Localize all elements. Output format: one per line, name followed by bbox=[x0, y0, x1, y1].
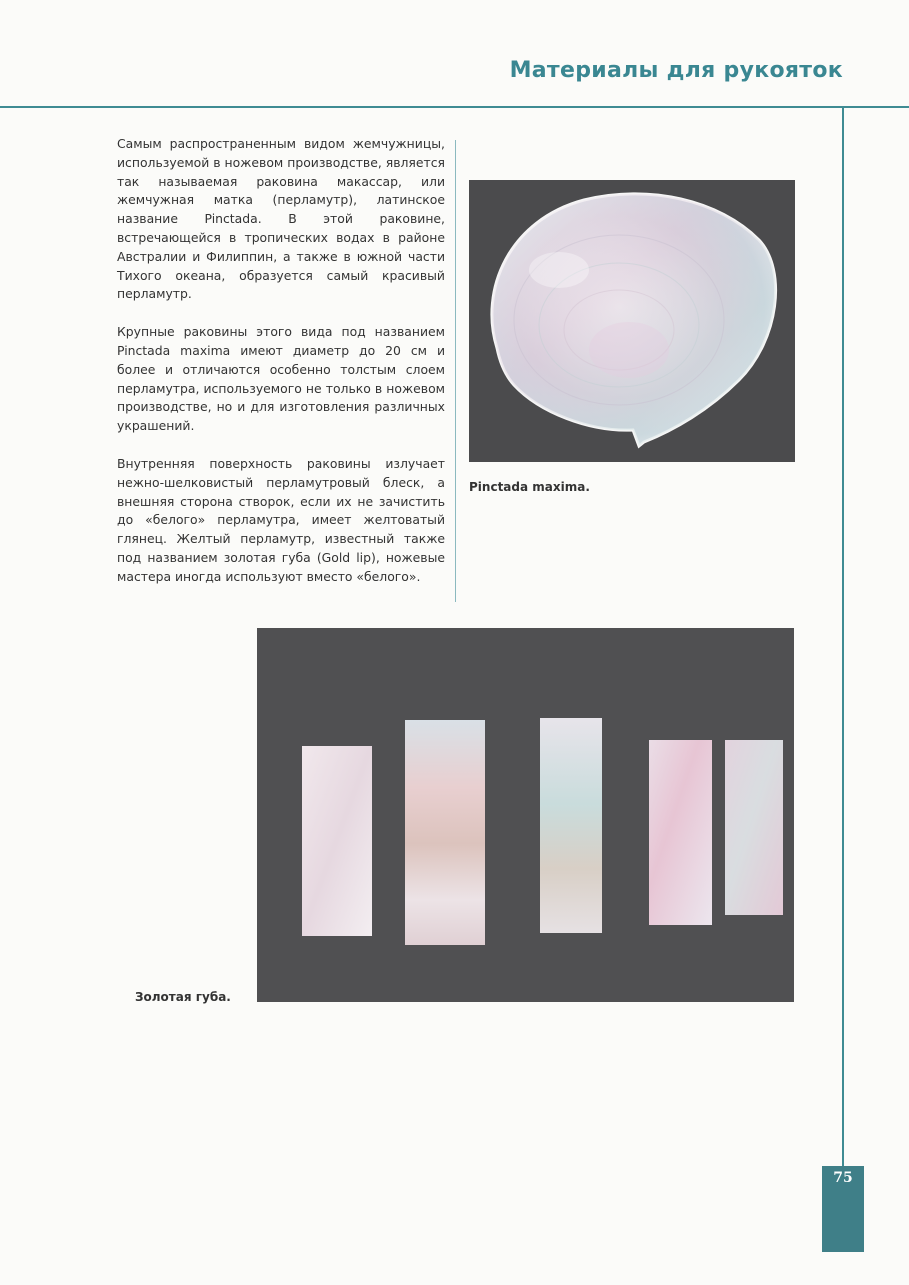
right-margin-rule bbox=[842, 108, 844, 1168]
paragraph-2: Крупные раковины этого вида под названием Pinctada maxima имеют диаметр до 20 см и более и отличаются особенно толстым слоем перламутра, используемого не только в ножевом производстве, но и для изготовления различных украшений. bbox=[117, 324, 445, 434]
article-body bbox=[117, 135, 445, 606]
paragraph-3: Внутренняя поверхность раковины излучает нежно-шелковистый перламутровый блеск, а внешняя сторона створок, если их не зачистить до «белого» перламутра, имеет желтоватый глянец. Желтый перламутр, известный также под названием золотая губа (Gold lip), ножевые мастера иногда используют вместо «белого». bbox=[117, 455, 445, 584]
shell-caption: Pinctada maxima. bbox=[469, 480, 590, 494]
header-rule bbox=[0, 106, 909, 108]
strip-4 bbox=[649, 740, 712, 925]
page-title: Материалы для рукояток bbox=[509, 58, 843, 83]
strips-image bbox=[257, 628, 794, 1002]
column-divider bbox=[455, 140, 456, 602]
strip-2 bbox=[405, 720, 485, 945]
shell-photo bbox=[469, 180, 795, 462]
page-bottom-margin bbox=[0, 1252, 909, 1285]
paragraph-1: Самым распространенным видом жемчужницы, используемой в ножевом производстве, является так называемая раковина макассар, или жемчужная матка (перламутр), латинское название Pinctada. В этой раковине, встречающейся в тропических водах в районе Австралии и Филиппин, а также в южной части Тихого океана, образуется самый красивый перламутр. bbox=[117, 136, 445, 302]
strips-caption: Золотая губа. bbox=[135, 990, 231, 1004]
strip-5 bbox=[725, 740, 783, 915]
shell-image bbox=[469, 180, 795, 462]
page-number: 75 bbox=[833, 1170, 853, 1186]
strips-photo bbox=[257, 628, 794, 1002]
strip-3 bbox=[540, 718, 602, 933]
strip-1 bbox=[302, 746, 372, 936]
